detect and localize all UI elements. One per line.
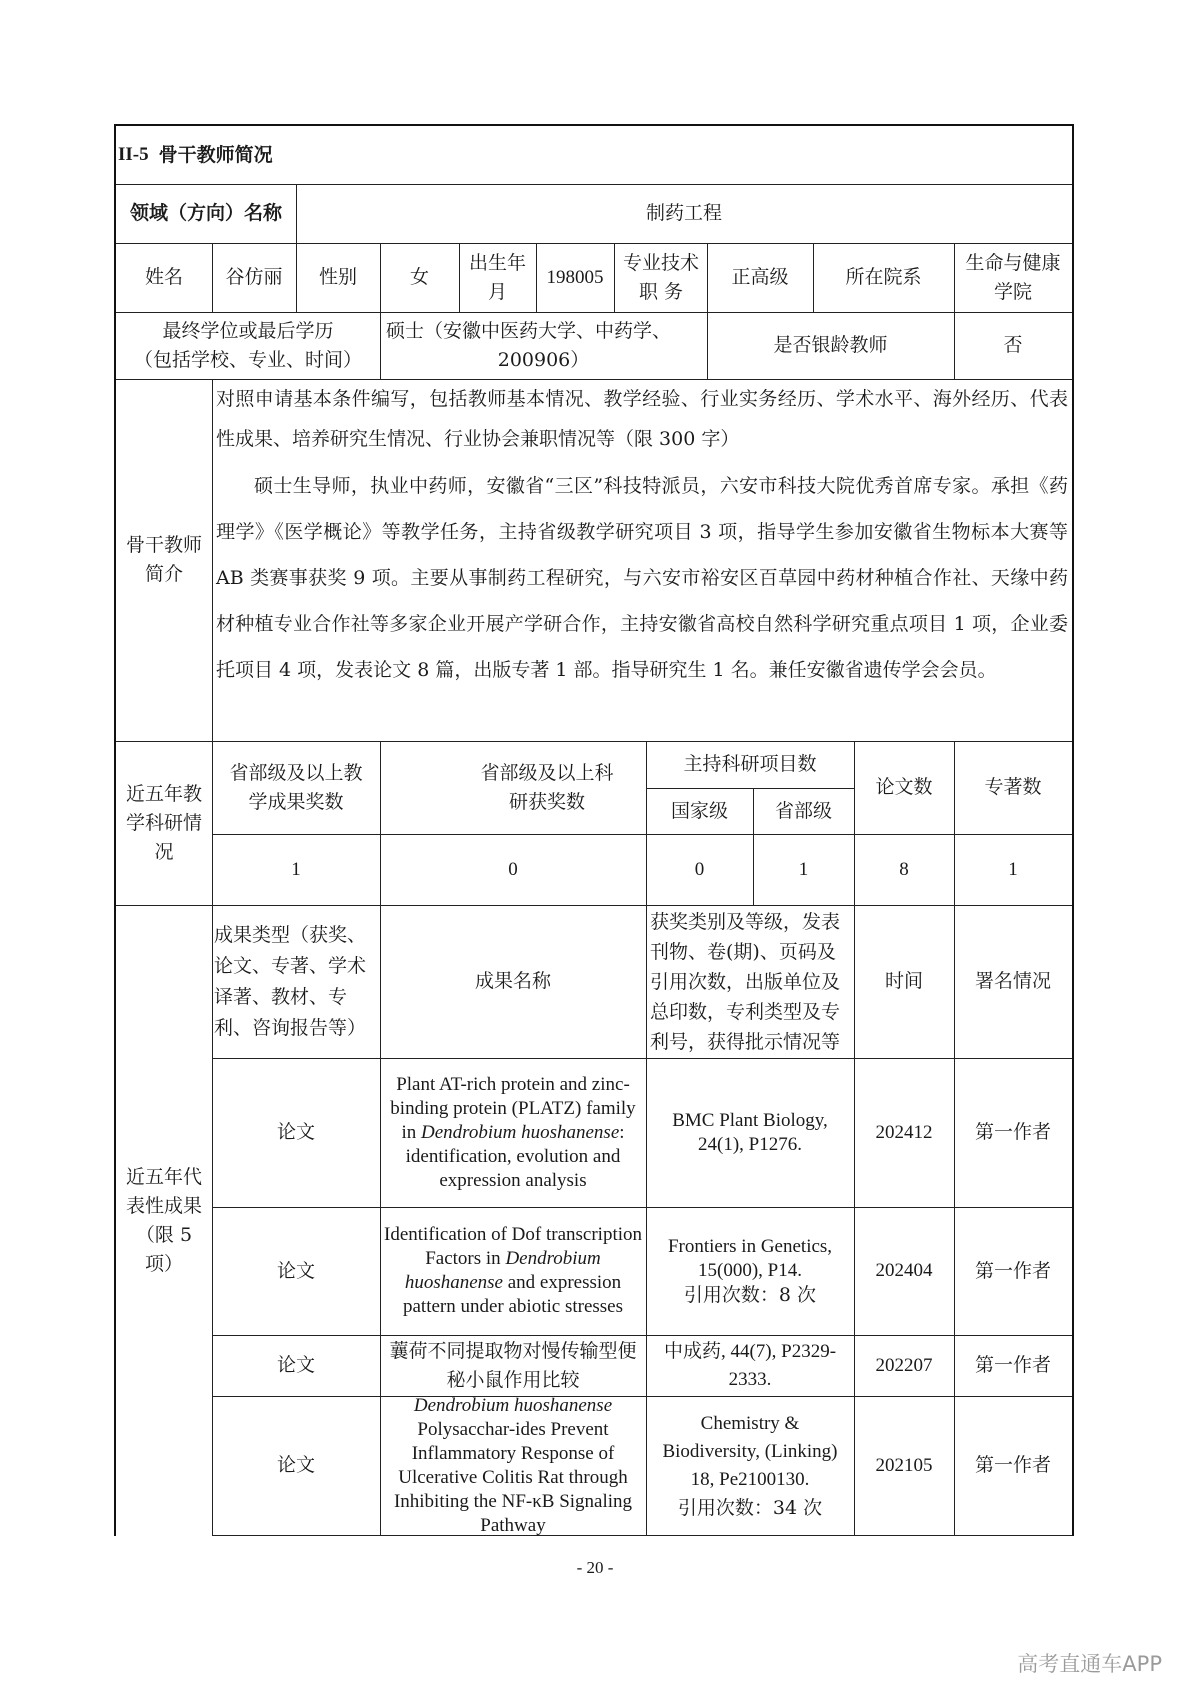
dept-label: 所在院系: [845, 266, 922, 288]
birth-label: 出生年月: [468, 251, 526, 303]
papers-label: 论文数: [875, 776, 933, 798]
result-detail: BMC Plant Biology, 24(1), P1276.: [672, 1109, 828, 1155]
title-label: 专业技术职 务: [622, 251, 699, 303]
intro-instruction: 对照申请基本条件编写，包括教师基本情况、教学经验、行业实务经历、学术水平、海外经历、代表性成果、培养研究生情况、行业协会兼职情况等（限 300 字）: [216, 388, 1068, 450]
provincial-label: 省部级: [774, 799, 832, 822]
results-name-header: 成果名称: [474, 970, 551, 992]
section-title: [116, 126, 1072, 184]
result-time: 202404: [875, 1260, 933, 1281]
name-value: 谷仿丽: [225, 266, 283, 288]
result-author: 第一作者: [974, 1259, 1051, 1282]
stats-label: 近五年教学科研情况: [125, 782, 202, 863]
degree-value: [380, 312, 707, 379]
results-type-header: 成果类型（获奖、论文、专著、学术译著、教材、专利、咨询报告等）: [214, 923, 367, 1039]
result-author: 第一作者: [974, 1354, 1051, 1376]
name-label: 姓名: [144, 266, 183, 288]
degree-label: [116, 312, 380, 379]
field-label: 领域（方向）名称: [129, 202, 282, 224]
result-type: 论文: [276, 1454, 315, 1476]
result-type: 论文: [276, 1259, 315, 1282]
watermark: 高考直通车APP: [1017, 1652, 1162, 1676]
result-title: Plant AT-rich protein and zinc-binding protein (PLATZ) family in Dendrobium huoshanense: identification, evolution and expression analysis: [390, 1073, 636, 1191]
degree-label-line2: （包括学校、专业、时间）: [133, 348, 362, 371]
result-detail: Chemistry & Biodiversity, (Linking) 18, Pe2100130. 引用次数：34 次: [662, 1412, 838, 1519]
field-value: 制药工程: [645, 202, 722, 224]
result-time: 202105: [875, 1454, 933, 1476]
result-title: Dendrobium huoshanense Polysacchar-ides Prevent Inflammatory Response of Ulcerative Colitis Rat through Inhibiting the NF-κB Signaling Pathway: [393, 1394, 633, 1536]
section-code: II-5: [118, 144, 149, 165]
national-projects-value: 0: [694, 858, 705, 880]
result-detail: 中成药, 44(7), P2329-2333.: [663, 1340, 837, 1390]
result-author: 第一作者: [974, 1454, 1051, 1476]
gender-label: 性别: [318, 266, 357, 288]
projects-label: 主持科研项目数: [683, 753, 817, 775]
silver-teacher-label: 是否银龄教师: [773, 334, 888, 356]
section-title-text: 骨干教师简况: [158, 143, 273, 166]
papers-value: 8: [899, 858, 909, 880]
results-detail-header: 获奖类别及等级，发表刊物、卷(期)、页码及引用次数，出版单位及总印数，专利类型及专利号，获得批示情况等: [650, 910, 841, 1053]
provincial-projects-value: 1: [798, 858, 809, 880]
result-time: 202207: [875, 1354, 933, 1376]
research-awards-value: 0: [508, 858, 518, 880]
result-title: 蘘荷不同提取物对慢传输型便秘小鼠作用比较: [389, 1339, 637, 1391]
title-value: 正高级: [731, 266, 789, 288]
degree-value-line1: 硕士（安徽中医药大学、中药学、: [386, 319, 672, 342]
teacher-profile-table: [114, 124, 1074, 1536]
books-label: 专著数: [984, 776, 1042, 798]
books-value: 1: [1008, 858, 1018, 880]
results-time-header: 时间: [884, 970, 923, 992]
degree-label-line1: 最终学位或最后学历: [162, 319, 334, 342]
result-type: 论文: [276, 1354, 315, 1376]
teaching-awards-label: 省部级及以上教学成果奖数: [229, 761, 363, 813]
intro-label: 骨干教师简介: [126, 534, 203, 585]
result-type: 论文: [276, 1121, 315, 1143]
results-author-header: 署名情况: [974, 970, 1051, 992]
page-number: - 20 -: [576, 1558, 614, 1577]
result-author: 第一作者: [974, 1121, 1051, 1143]
degree-value-line2: 200906）: [497, 348, 590, 371]
dept-value: 生命与健康学院: [965, 251, 1061, 303]
result-time: 202412: [875, 1121, 933, 1143]
birth-value: 198005: [546, 266, 604, 288]
result-title: Identification of Dof transcription Factors in Dendrobium huoshanense and expression pattern under abiotic stresses: [384, 1224, 643, 1317]
gender-value: 女: [409, 266, 429, 288]
national-label: 国家级: [670, 799, 728, 822]
intro-body: 硕士生导师，执业中药师，安徽省“三区”科技特派员，六安市科技大院优秀首席专家。承担《药理学》《医学概论》等教学任务，主持省级教学研究项目 3 项，指导学生参加安徽省生物标本大赛等 AB 类赛事获奖 9 项。主要从事制药工程研究，与六安市裕安区百草园中药材种植合作社、天缘中药材种植专业合作社等多家企业开展产学研合作，主持安徽省高校自然科学研究重点项目 1 项，企业委托项目 4 项，发表论文 8 篇，出版专著 1 部。指导研究生 1 名。兼任安徽省遗传学会会员。: [216, 475, 1068, 681]
results-label: 近五年代表性成果（限 5 项）: [125, 1165, 202, 1275]
research-awards-label: 省部级及以上科研获奖数: [480, 761, 614, 813]
teaching-awards-value: 1: [291, 858, 301, 880]
silver-teacher-value: 否: [1003, 334, 1023, 356]
result-detail: Frontiers in Genetics, 15(000), P14. 引用次数：8 次: [667, 1236, 833, 1306]
